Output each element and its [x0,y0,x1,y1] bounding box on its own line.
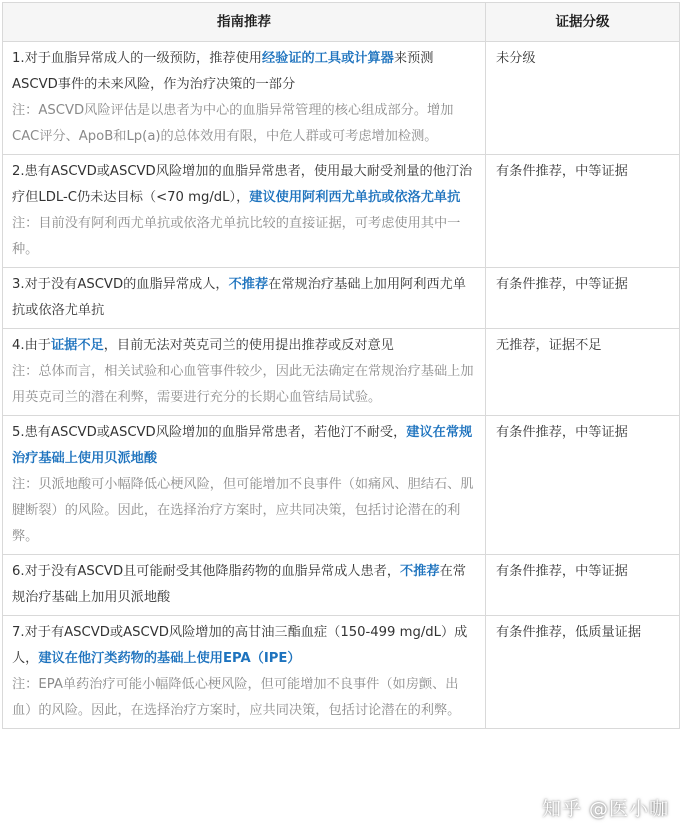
evidence-grade-cell: 有条件推荐，中等证据 [486,268,680,329]
table-row [3,329,680,416]
recommendation-text: 1.对于血脂异常成人的一级预防，推荐使用 [12,51,262,66]
recommendation-text-tail: 在常规治疗基础上加用阿利西尤单抗或依洛尤单抗 [12,277,466,318]
evidence-grade-cell: 有条件推荐，中等证据 [486,416,680,555]
recommendation-cell [3,42,486,155]
recommendation-highlight: 不推荐 [400,564,440,579]
recommendation-text: 5.患有ASCVD或ASCVD风险增加的血脂异常患者，若他汀不耐受， [12,425,407,440]
recommendation-text: 4.由于 [12,338,51,353]
recommendation-highlight: 建议在常规治疗基础上使用贝派地酸 [12,425,473,466]
evidence-grade-cell: 有条件推荐，中等证据 [486,555,680,616]
recommendation-text: 2.患有ASCVD或ASCVD风险增加的血脂异常患者，使用最大耐受剂量的他汀治疗但LDL-C仍未达目标（<70 mg/dL）， [12,164,473,205]
recommendation-text: 6.对于没有ASCVD且可能耐受其他降脂药物的血脂异常成人患者， [12,564,401,579]
table-row [3,555,680,616]
table-header-row [3,3,680,42]
recommendation-text-tail: 在常规治疗基础上加用贝派地酸 [12,564,466,605]
recommendation-text: 7.对于有ASCVD或ASCVD风险增加的高甘油三酯血症（150-499 mg/dL）成人， [12,625,468,666]
recommendation-note: 注：ASCVD风险评估是以患者为中心的血脂异常管理的核心组成部分。增加CAC评分、ApoB和Lp(a)的总体效用有限，中危人群或可考虑增加检测。 [12,103,454,144]
recommendation-cell [3,416,486,555]
evidence-grade-cell: 有条件推荐，低质量证据 [486,616,680,729]
evidence-grade-cell: 有条件推荐，中等证据 [486,155,680,268]
recommendation-highlight: 建议在他汀类药物的基础上使用EPA（IPE） [38,651,301,666]
evidence-grade-cell: 未分级 [486,42,680,155]
recommendation-highlight: 经验证的工具或计算器 [261,51,394,66]
header-evidence-grade: 证据分级 [486,3,680,42]
table-row [3,268,680,329]
table-row [3,155,680,268]
table-row [3,42,680,155]
recommendation-highlight: 不推荐 [228,277,269,292]
recommendation-note: 注：贝派地酸可小幅降低心梗风险，但可能增加不良事件（如痛风、胆结石、肌腱断裂）的风险。因此，在选择治疗方案时，应共同决策，包括讨论潜在的利弊。 [12,477,474,544]
recommendation-cell [3,329,486,416]
recommendation-cell [3,616,486,729]
header-recommendation: 指南推荐 [3,3,486,42]
table-row [3,416,680,555]
recommendation-cell [3,555,486,616]
evidence-grade-cell: 无推荐，证据不足 [486,329,680,416]
recommendation-note: 注：目前没有阿利西尤单抗或依洛尤单抗比较的直接证据，可考虑使用其中一种。 [12,216,461,257]
recommendation-text-tail: ，目前无法对英克司兰的使用提出推荐或反对意见 [103,338,394,353]
zhihu-watermark: 知乎 @医小咖 [541,798,669,820]
recommendation-text: 3.对于没有ASCVD的血脂异常成人， [12,277,229,292]
recommendation-text-tail: 来预测ASCVD事件的未来风险，作为治疗决策的一部分 [12,51,434,92]
recommendation-highlight: 建议使用阿利西尤单抗或依洛尤单抗 [249,190,461,205]
recommendation-cell [3,155,486,268]
guideline-table [2,2,680,729]
recommendation-highlight: 证据不足 [50,338,104,353]
recommendation-note: 注：总体而言，相关试验和心血管事件较少，因此无法确定在常规治疗基础上加用英克司兰的潜在利弊，需要进行充分的长期心血管结局试验。 [12,364,474,405]
recommendation-cell [3,268,486,329]
recommendation-note: 注：EPA单药治疗可能小幅降低心梗风险，但可能增加不良事件（如房颤、出血）的风险。因此，在选择治疗方案时，应共同决策，包括讨论潜在的利弊。 [12,677,461,718]
table-row [3,616,680,729]
